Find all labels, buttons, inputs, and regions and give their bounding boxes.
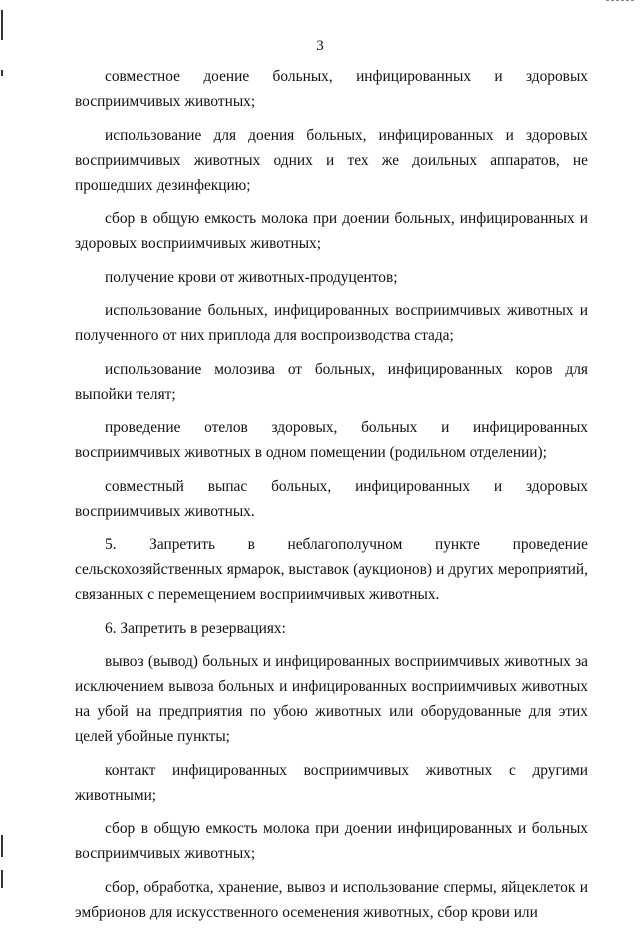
paragraph: использование для доения больных, инфицированных и здоровых восприимчивых животных одних и тех же доильных аппаратов, не прошедших дезинфекцию;	[75, 126, 588, 194]
scan-margin-mark	[1, 835, 3, 857]
paragraph: получение крови от животных-продуцентов;	[105, 268, 398, 286]
paragraph: вывоз (вывод) больных и инфицированных восприимчивых животных за исключением вывоза больных и инфицированных восприимчивых животных на убой на предприятия по убою животных или оборудованные для этих целей убойные пункты;	[75, 653, 588, 745]
paragraph: совместное доение больных, инфицированных и здоровых восприимчивых животных;	[75, 68, 588, 110]
scan-corner-mark	[606, 0, 634, 3]
paragraph: 6. Запретить в резервациях:	[105, 619, 286, 637]
paragraph: 5. Запретить в неблагополучном пункте проведение сельскохозяйственных ярмарок, выставок (аукционов) и других мероприятий, связанных с перемещением восприимчивых животных.	[75, 536, 588, 603]
paragraph: совместный выпас больных, инфицированных и здоровых восприимчивых животных.	[75, 477, 588, 520]
page-number: 3	[316, 38, 324, 54]
paragraph: проведение отелов здоровых, больных и инфицированных восприимчивых животных в одном помещении (родильном отделении);	[75, 419, 588, 461]
paragraph: использование молозива от больных, инфицированных коров для выпойки телят;	[75, 360, 588, 403]
paragraph: сбор в общую емкость молока при доении инфицированных и больных восприимчивых животных;	[75, 820, 588, 862]
scan-margin-mark	[1, 10, 3, 40]
paragraph: контакт инфицированных восприимчивых животных с другими животными;	[75, 761, 588, 804]
document-body	[75, 64, 588, 933]
paragraph: сбор в общую емкость молока при доении больных, инфицированных и здоровых восприимчивых животных;	[75, 210, 588, 252]
scan-margin-mark	[1, 870, 3, 888]
paragraph: сбор, обработка, хранение, вывоз и использование спермы, яйцеклеток и эмбрионов для искусственного осеменения животных, сбор крови или	[75, 878, 588, 921]
paragraph: использование больных, инфицированных восприимчивых животных и полученного от них приплода для воспроизводства стада;	[75, 302, 588, 344]
scan-margin-mark	[1, 70, 3, 76]
